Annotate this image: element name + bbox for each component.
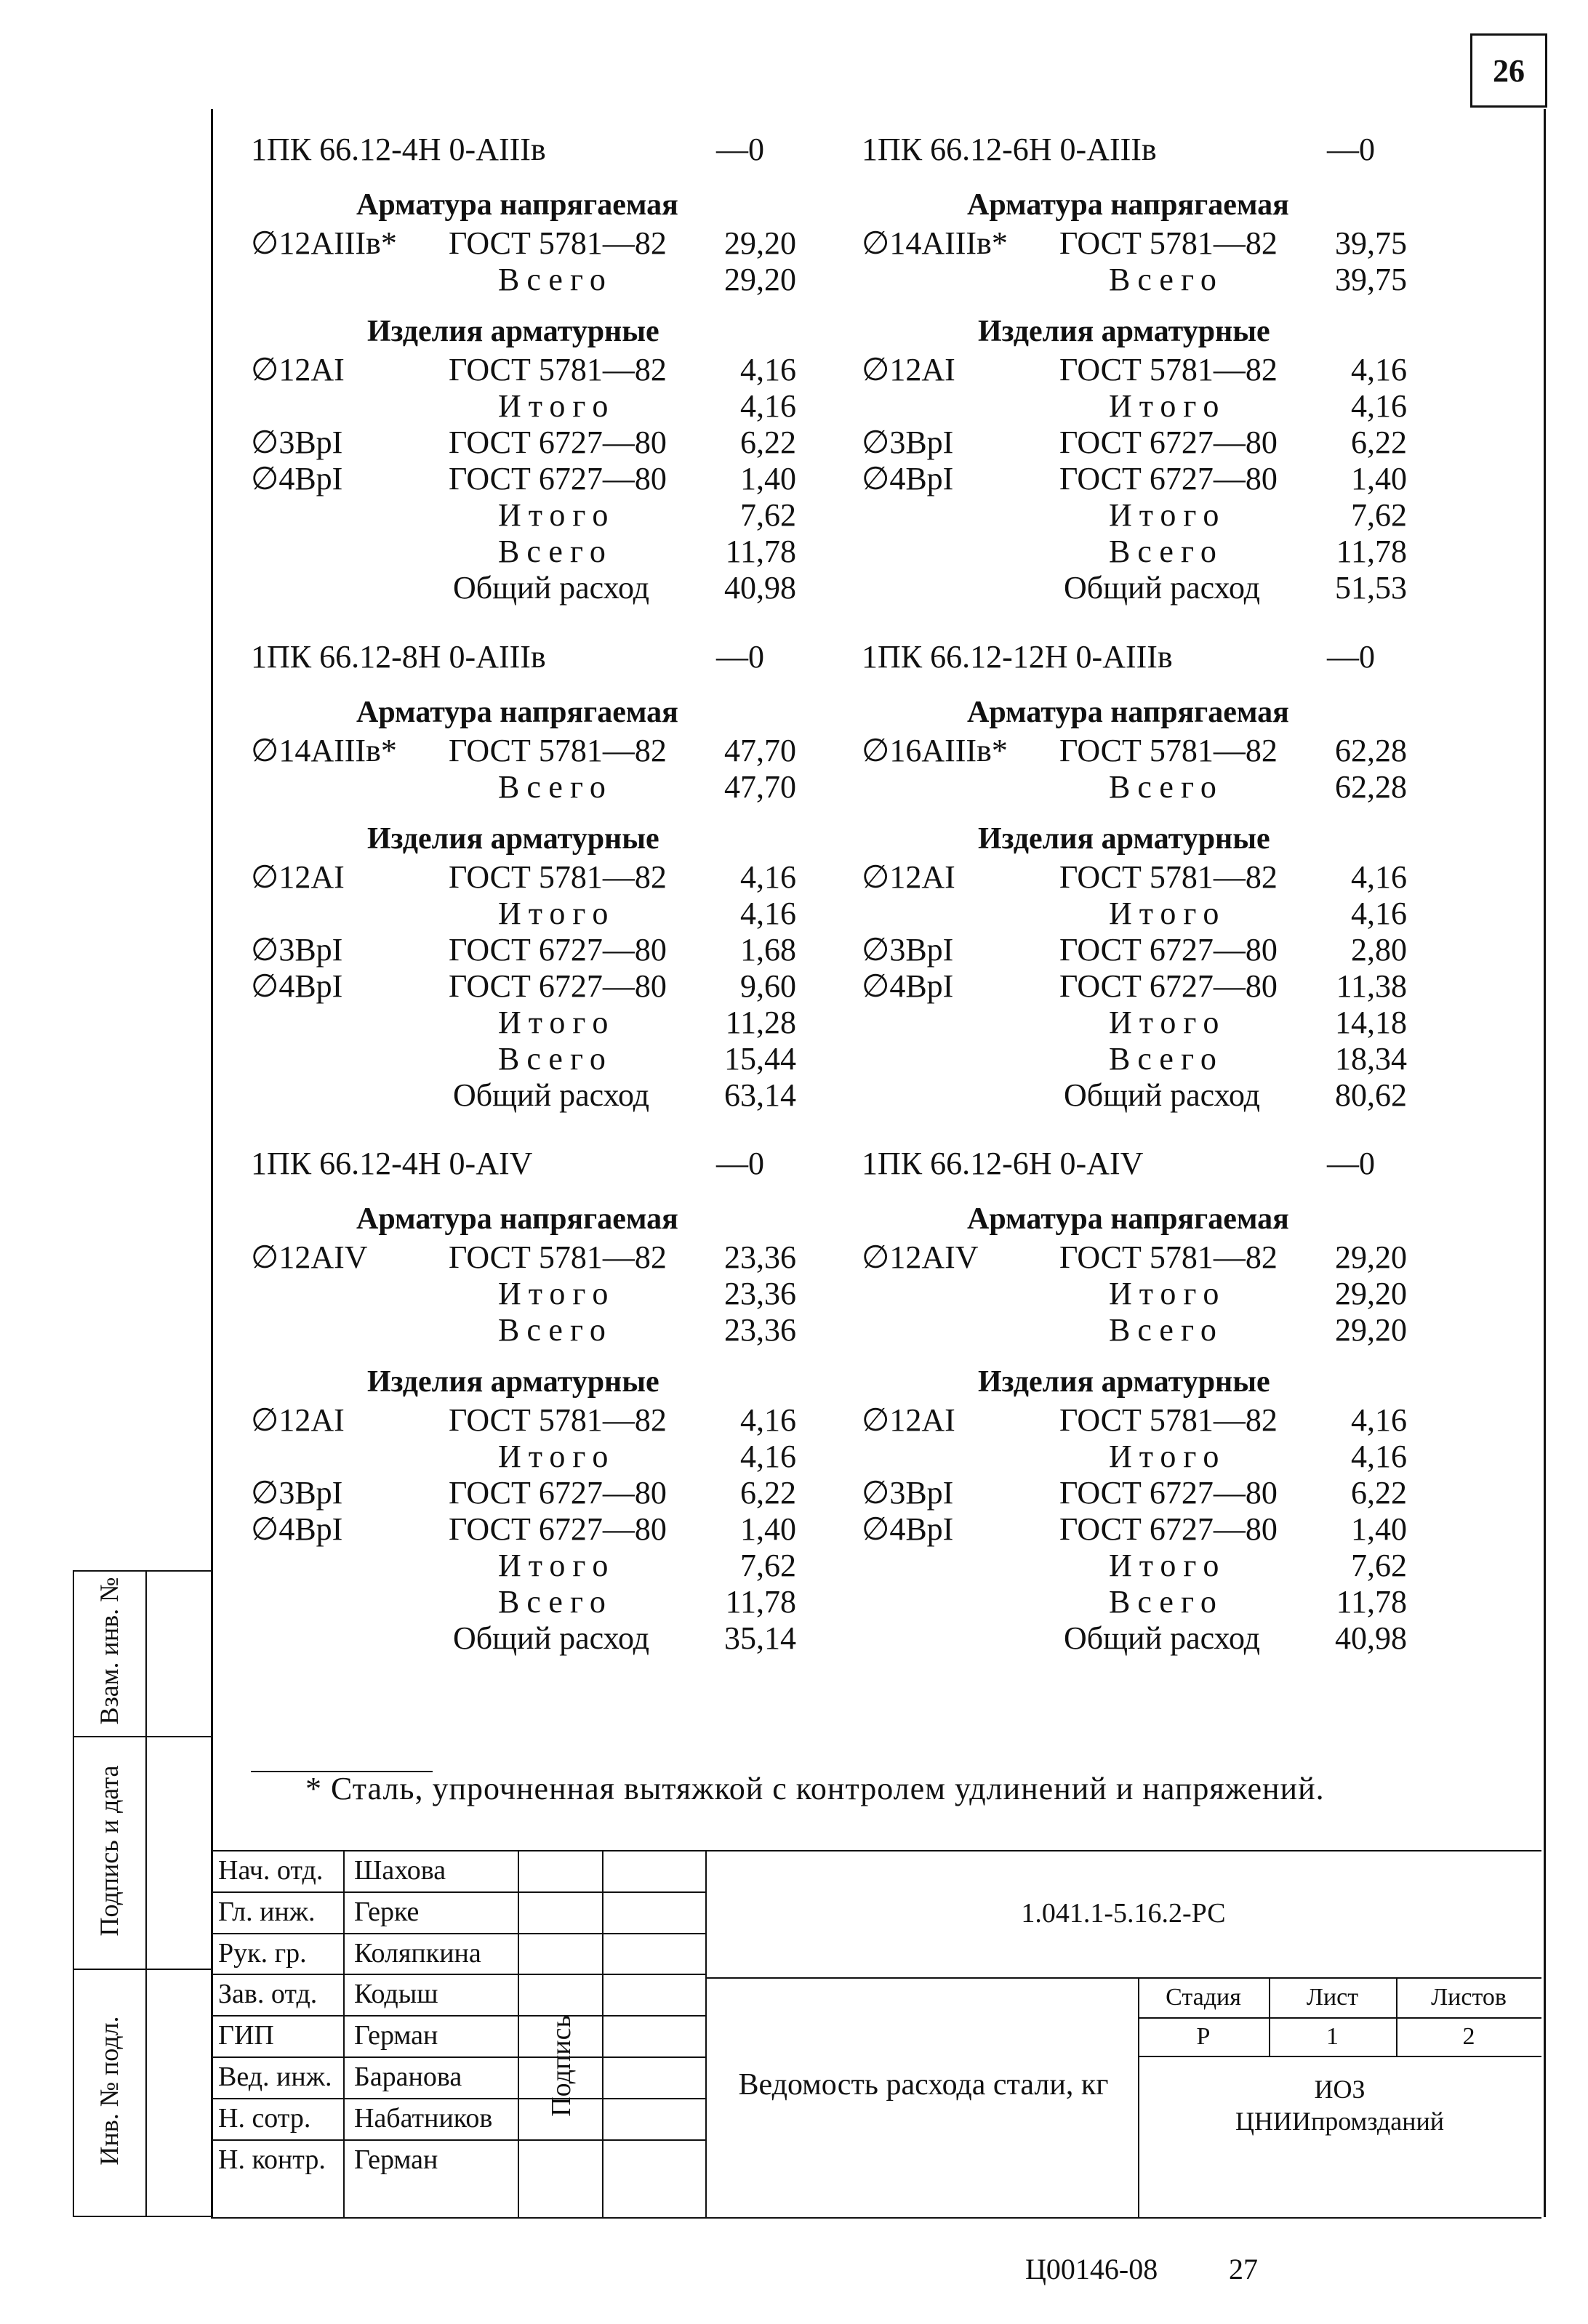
row-description: Всего xyxy=(498,534,613,569)
row-value: 7,62 xyxy=(1351,1548,1407,1583)
row-description: ГОСТ 5781—82 xyxy=(1059,859,1278,895)
row-value: 23,36 xyxy=(724,1312,796,1348)
section-heading-prestressed: Арматура напрягаемая xyxy=(356,188,678,222)
row-value: 11,78 xyxy=(1336,1584,1407,1620)
row-value: 63,14 xyxy=(724,1077,796,1113)
block-title-value: —0 xyxy=(1327,1146,1375,1181)
row-value: 11,38 xyxy=(1336,968,1407,1004)
row-value: 40,98 xyxy=(1335,1620,1407,1656)
stamp-role: Н. сотр. xyxy=(218,2103,311,2134)
row-value: 35,14 xyxy=(724,1620,796,1656)
row-value: 51,53 xyxy=(1335,570,1407,606)
row-value: 6,22 xyxy=(1351,1475,1407,1511)
row-description: ГОСТ 6727—80 xyxy=(1059,1511,1278,1547)
stamp-col-3 xyxy=(602,1850,603,2217)
row-description: Всего xyxy=(1109,769,1224,805)
row-description: Итого xyxy=(498,896,616,931)
stamp-bottom-border xyxy=(211,2217,1541,2219)
stamp-name: Баранова xyxy=(354,2062,462,2092)
row-description: ГОСТ 5781—82 xyxy=(449,352,667,387)
row-mark: ∅3ВрI xyxy=(251,932,343,968)
row-value: 4,16 xyxy=(1351,352,1407,387)
row-description: ГОСТ 6727—80 xyxy=(1059,1475,1278,1511)
block-title-value: —0 xyxy=(716,132,764,167)
row-value: 1,40 xyxy=(740,461,796,496)
footnote: * Сталь, упрочненная вытяжкой с контролем удлинений и напряжений. xyxy=(305,1771,1325,1806)
row-description: Итого xyxy=(498,388,616,424)
row-value: 14,18 xyxy=(1335,1005,1407,1040)
row-description: ГОСТ 5781—82 xyxy=(1059,1239,1278,1275)
row-value: 1,40 xyxy=(740,1511,796,1547)
block-title-value: —0 xyxy=(1327,639,1375,675)
row-value: 4,16 xyxy=(740,1439,796,1474)
row-description: ГОСТ 6727—80 xyxy=(1059,968,1278,1004)
row-value: 1,68 xyxy=(740,932,796,968)
row-value: 29,20 xyxy=(724,225,796,261)
section-heading-items: Изделия арматурные xyxy=(978,822,1270,856)
row-description: Всего xyxy=(1109,534,1224,569)
row-description: Итого xyxy=(498,1005,616,1040)
row-description: Всего xyxy=(1109,262,1224,297)
block-title: 1ПК 66.12-4Н 0-АIIIв xyxy=(251,132,546,167)
row-mark: ∅12АI xyxy=(862,859,955,895)
row-value: 4,16 xyxy=(1351,388,1407,424)
sheets-value: 2 xyxy=(1462,2023,1475,2050)
row-value: 7,62 xyxy=(740,497,796,533)
row-value: 11,78 xyxy=(1336,534,1407,569)
stamp-role: Вед. инж. xyxy=(218,2062,332,2092)
stamp-role: Рук. гр. xyxy=(218,1938,307,1969)
row-mark: ∅3ВрI xyxy=(862,425,954,460)
stamp-role: Гл. инж. xyxy=(218,1897,316,1927)
row-description: ГОСТ 6727—80 xyxy=(1059,932,1278,968)
row-value: 47,70 xyxy=(724,769,796,805)
side-stamp-line-2 xyxy=(73,1969,212,1970)
row-description: Общий расход xyxy=(453,570,650,606)
row-description: Общий расход xyxy=(453,1620,650,1656)
row-mark: ∅16АIIIв* xyxy=(862,733,1008,768)
row-value: 6,22 xyxy=(740,1475,796,1511)
stamp-name: Герман xyxy=(354,2020,438,2051)
sheet-value: 1 xyxy=(1326,2023,1339,2050)
row-value: 11,28 xyxy=(725,1005,796,1040)
row-description: Общий расход xyxy=(1064,1077,1261,1113)
row-description: Всего xyxy=(1109,1041,1224,1077)
row-mark: ∅4ВрI xyxy=(862,968,954,1004)
row-description: Итого xyxy=(1109,1005,1227,1040)
row-value: 29,20 xyxy=(1335,1239,1407,1275)
row-description: ГОСТ 6727—80 xyxy=(449,932,667,968)
row-description: ГОСТ 5781—82 xyxy=(449,225,667,261)
row-value: 7,62 xyxy=(1351,497,1407,533)
block-title: 1ПК 66.12-6Н 0-АIIIв xyxy=(862,132,1157,167)
row-mark: ∅12АI xyxy=(862,352,955,387)
row-value: 11,78 xyxy=(725,534,796,569)
row-value: 29,20 xyxy=(1335,1276,1407,1311)
row-mark: ∅12АIIIв* xyxy=(251,225,397,261)
row-value: 4,16 xyxy=(740,388,796,424)
stamp-role: Зав. отд. xyxy=(218,1979,318,2009)
row-description: Всего xyxy=(498,769,613,805)
row-value: 9,60 xyxy=(740,968,796,1004)
row-mark: ∅12АIV xyxy=(251,1239,368,1275)
row-value: 47,70 xyxy=(724,733,796,768)
row-description: ГОСТ 6727—80 xyxy=(449,461,667,496)
row-description: Всего xyxy=(498,1041,613,1077)
row-description: Общий расход xyxy=(453,1077,650,1113)
row-mark: ∅3ВрI xyxy=(862,932,954,968)
stage-header: Стадия xyxy=(1166,1984,1241,2011)
sheet-header: Лист xyxy=(1306,1984,1359,2011)
section-heading-prestressed: Арматура напрягаемая xyxy=(356,696,678,729)
stamp-name: Набатников xyxy=(354,2103,493,2134)
row-description: Итого xyxy=(498,1439,616,1474)
stamp-role: Н. контр. xyxy=(218,2144,326,2175)
row-description: ГОСТ 5781—82 xyxy=(1059,733,1278,768)
row-description: ГОСТ 6727—80 xyxy=(1059,461,1278,496)
section-heading-prestressed: Арматура напрягаемая xyxy=(967,696,1289,729)
row-description: Итого xyxy=(498,1276,616,1311)
row-value: 4,16 xyxy=(740,896,796,931)
block-title: 1ПК 66.12-4Н 0-АIV xyxy=(251,1146,533,1181)
row-value: 4,16 xyxy=(740,352,796,387)
row-description: ГОСТ 6727—80 xyxy=(449,968,667,1004)
label-podpis-data: Подпись и дата xyxy=(95,1765,124,1937)
row-description: Общий расход xyxy=(1064,570,1261,606)
label-vzam-inv: Взам. инв. № xyxy=(95,1577,124,1725)
section-heading-items: Изделия арматурные xyxy=(978,315,1270,348)
row-value: 18,34 xyxy=(1335,1041,1407,1077)
stamp-col-2 xyxy=(518,1850,519,2217)
section-heading-prestressed: Арматура напрягаемая xyxy=(967,1202,1289,1236)
section-heading-items: Изделия арматурные xyxy=(367,1365,659,1399)
row-value: 29,20 xyxy=(724,262,796,297)
row-value: 29,20 xyxy=(1335,1312,1407,1348)
row-description: Итого xyxy=(1109,1439,1227,1474)
row-description: ГОСТ 6727—80 xyxy=(449,425,667,460)
block-title-value: —0 xyxy=(1327,132,1375,167)
section-heading-items: Изделия арматурные xyxy=(367,315,659,348)
row-value: 80,62 xyxy=(1335,1077,1407,1113)
row-description: Итого xyxy=(1109,388,1227,424)
side-stamp-top xyxy=(145,1570,212,1572)
row-value: 4,16 xyxy=(740,1402,796,1438)
row-description: ГОСТ 5781—82 xyxy=(1059,352,1278,387)
row-value: 62,28 xyxy=(1335,769,1407,805)
row-value: 62,28 xyxy=(1335,733,1407,768)
block-title: 1ПК 66.12-12Н 0-АIIIв xyxy=(862,639,1173,675)
row-value: 1,40 xyxy=(1351,461,1407,496)
side-stamp-line-1 xyxy=(73,1736,212,1737)
row-value: 2,80 xyxy=(1351,932,1407,968)
row-mark: ∅4ВрI xyxy=(251,968,343,1004)
row-mark: ∅4ВрI xyxy=(862,461,954,496)
row-mark: ∅12АI xyxy=(251,1402,345,1438)
row-description: Итого xyxy=(1109,896,1227,931)
row-description: ГОСТ 5781—82 xyxy=(449,1402,667,1438)
row-description: Итого xyxy=(1109,1276,1227,1311)
row-description: Итого xyxy=(498,1548,616,1583)
row-description: Всего xyxy=(498,1312,613,1348)
row-mark: ∅3ВрI xyxy=(251,425,343,460)
row-mark: ∅4ВрI xyxy=(251,461,343,496)
row-description: ГОСТ 5781—82 xyxy=(449,1239,667,1275)
row-value: 40,98 xyxy=(724,570,796,606)
row-value: 23,36 xyxy=(724,1239,796,1275)
row-value: 4,16 xyxy=(1351,859,1407,895)
doc-code: 1.041.1-5.16.2-РС xyxy=(1021,1898,1226,1929)
row-description: Итого xyxy=(498,497,616,533)
row-description: ГОСТ 5781—82 xyxy=(449,859,667,895)
stamp-name: Герман xyxy=(354,2144,438,2175)
row-value: 4,16 xyxy=(1351,896,1407,931)
row-description: Всего xyxy=(498,262,613,297)
stamp-role: Нач. отд. xyxy=(218,1855,324,1886)
stage-value: Р xyxy=(1196,2023,1211,2050)
org-line-1: ИОЗ xyxy=(1314,2075,1366,2104)
row-mark: ∅14АIIIв* xyxy=(862,225,1008,261)
row-description: ГОСТ 6727—80 xyxy=(449,1511,667,1547)
stamp-name: Шахова xyxy=(354,1855,446,1886)
row-mark: ∅12АI xyxy=(251,859,345,895)
stamp-col-1 xyxy=(343,1850,345,2217)
row-description: Всего xyxy=(1109,1312,1224,1348)
stamp-name: Кодыш xyxy=(354,1979,438,2009)
row-mark: ∅12АIV xyxy=(862,1239,979,1275)
sheet-number: 26 xyxy=(1470,33,1547,108)
row-value: 15,44 xyxy=(724,1041,796,1077)
section-heading-prestressed: Арматура напрягаемая xyxy=(356,1202,678,1236)
row-value: 7,62 xyxy=(740,1548,796,1583)
sheets-header: Листов xyxy=(1431,1984,1507,2011)
stamp-role: ГИП xyxy=(218,2020,274,2051)
section-heading-items: Изделия арматурные xyxy=(367,822,659,856)
block-title-value: —0 xyxy=(716,639,764,675)
row-value: 39,75 xyxy=(1335,225,1407,261)
row-description: Всего xyxy=(1109,1584,1224,1620)
row-mark: ∅12АI xyxy=(862,1402,955,1438)
row-description: Итого xyxy=(1109,497,1227,533)
row-value: 23,36 xyxy=(724,1276,796,1311)
row-mark: ∅12АI xyxy=(251,352,345,387)
page-number: 27 xyxy=(1229,2253,1258,2285)
row-value: 11,78 xyxy=(725,1584,796,1620)
row-value: 1,40 xyxy=(1351,1511,1407,1547)
row-mark: ∅3ВрI xyxy=(251,1475,343,1511)
label-inv-podl: Инв. № подл. xyxy=(95,2016,124,2166)
doc-title: Ведомость расхода стали, кг xyxy=(738,2068,1109,2102)
row-value: 39,75 xyxy=(1335,262,1407,297)
row-description: ГОСТ 6727—80 xyxy=(449,1475,667,1511)
row-description: ГОСТ 5781—82 xyxy=(1059,225,1278,261)
row-description: ГОСТ 5781—82 xyxy=(1059,1402,1278,1438)
row-value: 6,22 xyxy=(740,425,796,460)
row-description: Итого xyxy=(1109,1548,1227,1583)
block-title: 1ПК 66.12-8Н 0-АIIIв xyxy=(251,639,546,675)
row-value: 4,16 xyxy=(1351,1439,1407,1474)
row-description: Общий расход xyxy=(1064,1620,1261,1656)
block-title: 1ПК 66.12-6Н 0-АIV xyxy=(862,1146,1144,1181)
stamp-row-line xyxy=(211,2015,705,2017)
row-mark: ∅4ВрI xyxy=(862,1511,954,1547)
stamp-name: Коляпкина xyxy=(354,1938,481,1969)
section-heading-prestressed: Арматура напрягаемая xyxy=(967,188,1289,222)
row-description: Всего xyxy=(498,1584,613,1620)
org-line-2: ЦНИИпромзданий xyxy=(1235,2107,1444,2136)
signature-label: Подпись xyxy=(546,2015,577,2117)
archive-code: Ц00146-08 xyxy=(1025,2253,1158,2285)
stamp-name: Герке xyxy=(354,1897,420,1927)
row-value: 4,16 xyxy=(740,859,796,895)
row-description: ГОСТ 6727—80 xyxy=(1059,425,1278,460)
row-mark: ∅3ВрI xyxy=(862,1475,954,1511)
row-mark: ∅14АIIIв* xyxy=(251,733,397,768)
section-heading-items: Изделия арматурные xyxy=(978,1365,1270,1399)
row-value: 6,22 xyxy=(1351,425,1407,460)
row-description: ГОСТ 5781—82 xyxy=(449,733,667,768)
side-stamp-divider xyxy=(145,1570,147,2217)
block-title-value: —0 xyxy=(716,1146,764,1181)
row-value: 4,16 xyxy=(1351,1402,1407,1438)
row-mark: ∅4ВрI xyxy=(251,1511,343,1547)
